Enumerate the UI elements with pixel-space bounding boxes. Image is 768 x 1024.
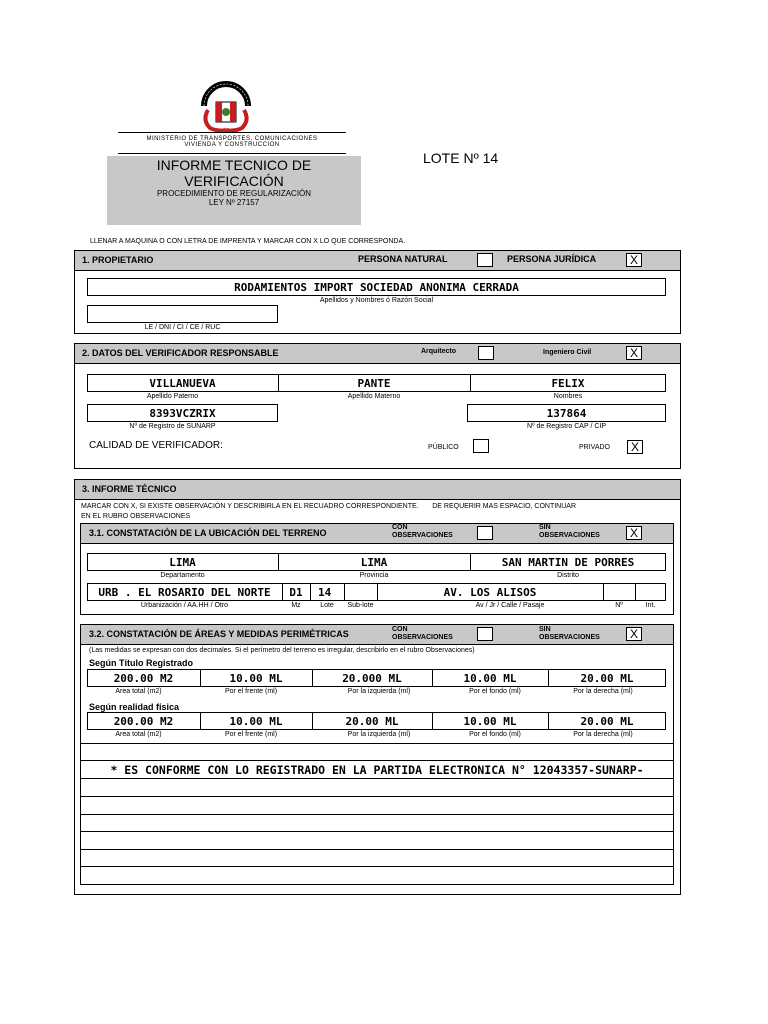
apellido-materno-field[interactable]: PANTE [357, 376, 391, 390]
manzana-field[interactable]: D1 [289, 585, 303, 599]
owner-doc-field[interactable] [87, 305, 278, 323]
realidad-frente[interactable]: 10.00 ML [229, 714, 283, 728]
s32-sin-obs-checkbox[interactable]: X [626, 627, 642, 641]
sunarp-label: Nº de Registro de SUNARP [129, 423, 216, 430]
subsection31-title: 3.1. CONSTATACIÓN DE LA UBICACIÓN DEL TERRENO [89, 528, 327, 538]
arquitecto-label: Arquitecto [421, 348, 456, 355]
ministry-line2: VIVIENDA Y CONSTRUCCION [184, 142, 280, 148]
lote-label: Lote [320, 602, 334, 609]
manzana-label: Mz [291, 602, 301, 609]
realidad-fondo-label: Por el fondo (ml) [469, 731, 521, 738]
titulo-izquierda-label: Por la izquierda (ml) [347, 688, 411, 695]
titulo-derecha[interactable]: 20.00 ML [580, 671, 634, 685]
realidad-izquierda[interactable]: 20.00 ML [345, 714, 399, 728]
section3-title: 3. INFORME TÉCNICO [82, 484, 177, 494]
realidad-izquierda-label: Por la izquierda (ml) [347, 731, 411, 738]
distrito-field[interactable]: SAN MARTIN DE PORRES [501, 555, 635, 569]
titulo-derecha-label: Por la derecha (ml) [573, 688, 633, 695]
realidad-derecha[interactable]: 20.00 ML [580, 714, 634, 728]
interior-label: Int. [645, 602, 656, 609]
titulo-frente-label: Por el frente (ml) [224, 688, 278, 695]
subtitle-procedure: PROCEDIMIENTO DE REGULARIZACIÓN [156, 189, 312, 198]
s31-con-obs-checkbox[interactable] [477, 526, 493, 540]
persona-juridica-label: PERSONA JURÍDICA [507, 254, 597, 264]
apellido-paterno-label: Apellido Paterno [146, 393, 199, 400]
section3-note1: MARCAR CON X, SI EXISTE OBSERVACIÓN Y DESCRIBIRLA EN EL RECUADRO CORRESPONDIENTE. DE REQUERIR MAS ESPACIO, CONTINUAR [81, 503, 577, 510]
page-title-line2: VERIFICACIÓN [184, 173, 284, 189]
owner-name-label: Apellidos y Nombres ó Razón Social [319, 297, 434, 304]
nombres-field[interactable]: FELIX [551, 376, 585, 390]
section3-note2: EN EL RUBRO OBSERVACIONES [81, 513, 191, 520]
lote-number: LOTE Nº 14 [423, 150, 499, 166]
persona-juridica-checkbox[interactable]: X [626, 253, 642, 267]
numero-field[interactable] [603, 583, 635, 601]
cap-field[interactable]: 137864 [467, 404, 666, 422]
titulo-registrado-label: Según Título Registrado [89, 658, 194, 668]
ingeniero-label: Ingeniero Civil [543, 349, 592, 356]
realidad-derecha-label: Por la derecha (ml) [573, 731, 633, 738]
privado-label: PRIVADO [579, 444, 610, 451]
titulo-area-total[interactable]: 200.00 M2 [113, 671, 174, 685]
sunarp-field[interactable]: 8393VCZRIX [87, 404, 278, 422]
measures-note: (Las medidas se expresan con dos decimales. Si el perímetro del terreno es irregular, describirlo en el rubro Observaciones) [89, 647, 475, 654]
section1-title: 1. PROPIETARIO [82, 255, 154, 265]
sublote-field[interactable] [344, 583, 377, 601]
realidad-area-total[interactable]: 200.00 M2 [113, 714, 174, 728]
apellido-materno-label: Apellido Materno [347, 393, 401, 400]
departamento-label: Departamento [160, 572, 205, 579]
nombres-label: Nombres [553, 393, 583, 400]
arquitecto-checkbox[interactable] [478, 346, 494, 360]
via-label: Av / Jr / Calle / Pasaje [475, 602, 545, 609]
realidad-area-label: Area total (m2) [115, 731, 162, 738]
calidad-label: CALIDAD DE VERIFICADOR: [89, 440, 223, 451]
realidad-fondo[interactable]: 10.00 ML [463, 714, 517, 728]
peru-seal-logo [196, 80, 256, 136]
provincia-field[interactable]: LIMA [360, 555, 388, 569]
page-title-line1: INFORME TECNICO DE [156, 157, 312, 173]
realidad-fisica-label: Según realidad física [89, 702, 180, 712]
titulo-fondo[interactable]: 10.00 ML [463, 671, 517, 685]
s32-sin-obs-label: SIN OBSERVACIONES [539, 626, 600, 641]
s32-con-obs-checkbox[interactable] [477, 627, 493, 641]
s31-sin-obs-checkbox[interactable]: X [626, 526, 642, 540]
sublote-label: Sub-lote [347, 602, 374, 609]
title-block [107, 156, 361, 225]
persona-natural-label: PERSONA NATURAL [358, 254, 448, 264]
privado-checkbox[interactable]: X [627, 440, 643, 454]
via-field[interactable]: AV. LOS ALISOS [443, 585, 537, 599]
s31-sin-obs-label: SIN OBSERVACIONES [539, 524, 600, 539]
provincia-label: Provincia [359, 572, 389, 579]
apellido-paterno-field[interactable]: VILLANUEVA [149, 376, 216, 390]
realidad-frente-label: Por el frente (ml) [224, 731, 278, 738]
instruction-text: LLENAR A MAQUINA O CON LETRA DE IMPRENTA Y MARCAR CON X LO QUE CORRESPONDA. [90, 238, 406, 245]
distrito-label: Distrito [557, 572, 579, 579]
interior-field[interactable] [635, 583, 666, 601]
publico-checkbox[interactable] [473, 439, 489, 453]
s32-con-obs-label: CON OBSERVACIONES [392, 626, 453, 641]
subtitle-law: LEY Nº 27157 [208, 198, 260, 207]
lote-field[interactable]: 14 [318, 585, 332, 599]
observation-text[interactable]: * ES CONFORME CON LO REGISTRADO EN LA PARTIDA ELECTRONICA N° 12043357-SUNARP- [110, 762, 644, 777]
cap-label: Nº de Registro CAP / CIP [526, 423, 607, 430]
owner-doc-label: LE / DNI / CI / CE / RUC [144, 324, 221, 331]
urbanizacion-label: Urbanización / AA.HH / Otro [140, 602, 229, 609]
titulo-fondo-label: Por el fondo (ml) [469, 688, 521, 695]
urbanizacion-field[interactable]: URB . EL ROSARIO DEL NORTE [98, 585, 271, 599]
titulo-izquierda[interactable]: 20.000 ML [342, 671, 402, 685]
departamento-field[interactable]: LIMA [169, 555, 196, 569]
titulo-area-label: Area total (m2) [115, 688, 162, 695]
owner-name-field[interactable]: RODAMIENTOS IMPORT SOCIEDAD ANONIMA CERRADA [87, 278, 666, 296]
numero-label: Nº [615, 602, 623, 609]
publico-label: PÚBLICO [428, 444, 459, 451]
titulo-frente[interactable]: 10.00 ML [229, 671, 283, 685]
persona-natural-checkbox[interactable] [477, 253, 493, 267]
subsection32-title: 3.2. CONSTATACIÓN DE ÁREAS Y MEDIDAS PERIMÉTRICAS [89, 629, 349, 639]
ministry-box [118, 132, 346, 154]
section2-title: 2. DATOS DEL VERIFICADOR RESPONSABLE [82, 348, 279, 358]
s31-con-obs-label: CON OBSERVACIONES [392, 524, 453, 539]
ministry-line1: MINISTERIO DE TRANSPORTES, COMUNICACIONES [146, 136, 318, 142]
ingeniero-checkbox[interactable]: X [626, 346, 642, 360]
